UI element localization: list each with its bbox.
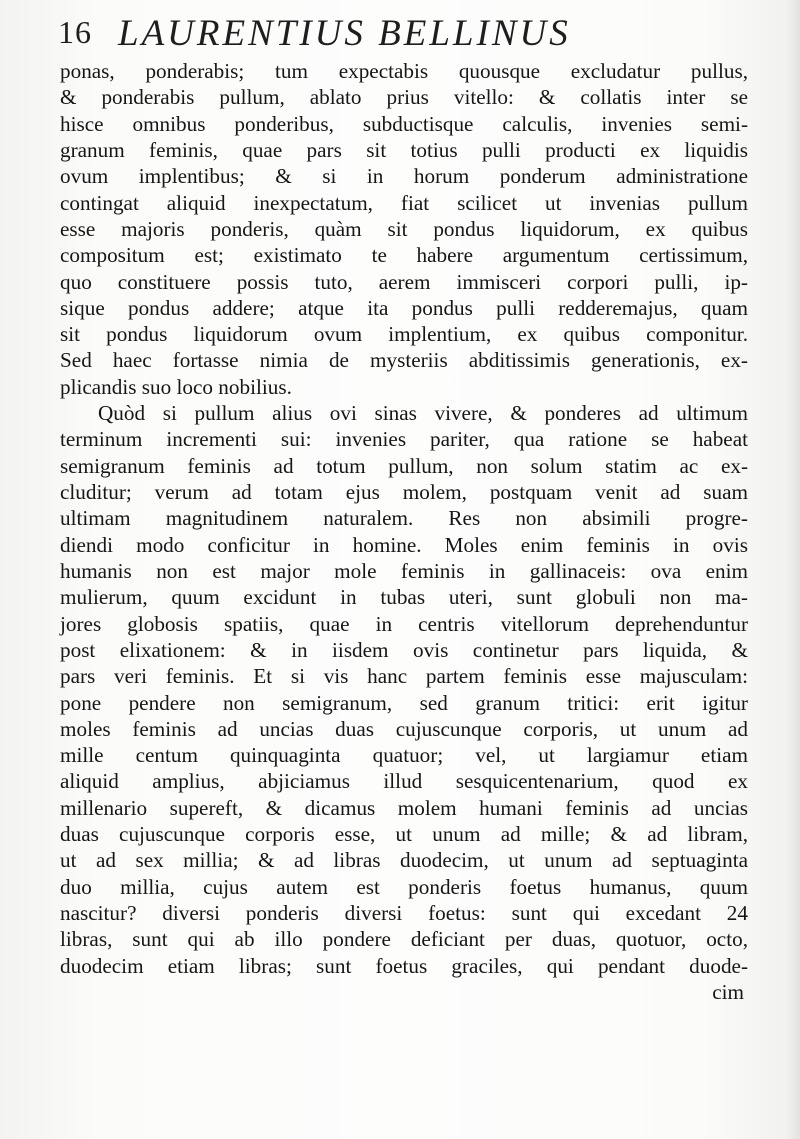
text-line: jores globosis spatiis, quae in centris vitellorum deprehenduntur xyxy=(60,611,748,636)
text-line: duodecim etiam libras; sunt foetus graciles, qui pendant duode- xyxy=(60,953,748,978)
text-line: mulierum, quum excidunt in tubas uteri, sunt globuli non ma- xyxy=(60,585,748,610)
paragraph-start-line: Quòd si pullum alius ovi sinas vivere, & ponderes ad ultimum xyxy=(98,401,748,426)
text-line: plicandis suo loco nobilius. xyxy=(60,374,292,399)
text-line: terminum incrementi sui: invenies pariter, qua ratione se habeat xyxy=(60,427,748,452)
text-line: esse majoris ponderis, quàm sit pondus liquidorum, ex quibus xyxy=(60,216,748,241)
text-line: duas cujuscunque corporis esse, ut unum ad mille; & ad libram, xyxy=(60,822,748,847)
text-line: mille centum quinquaginta quatuor; vel, ut largiamur etiam xyxy=(60,743,748,768)
text-line: pone pendere non semigranum, sed granum tritici: erit igitur xyxy=(60,690,748,715)
catchword: cim xyxy=(712,979,744,1004)
text-line: nascitur? diversi ponderis diversi foetus: sunt qui excedant 24 xyxy=(60,901,748,925)
text-line: granum feminis, quae pars sit totius pulli producti ex liquidis xyxy=(60,137,748,162)
text-line: contingat aliquid inexpectatum, fiat scilicet ut invenias pullum xyxy=(60,190,748,215)
text-line: semigranum feminis ad totum pullum, non solum statim ac ex- xyxy=(60,453,748,478)
text-line: sique pondus addere; atque ita pondus pulli redderemajus, quam xyxy=(60,295,748,320)
text-line: pars veri feminis. Et si vis hanc partem feminis esse majusculam: xyxy=(60,664,748,689)
text-line: diendi modo conficitur in homine. Moles enim feminis in ovis xyxy=(60,532,748,557)
text-line: Sed haec fortasse nimia de mysteriis abditissimis generationis, ex- xyxy=(60,348,748,373)
text-line: quo constituere possis tuto, aerem immisceri corpori pulli, ip- xyxy=(60,269,748,294)
body-text xyxy=(60,58,748,1005)
page-header xyxy=(58,12,748,54)
text-line: ultimam magnitudinem naturalem. Res non absimili progre- xyxy=(60,506,748,531)
text-line: humanis non est major mole feminis in gallinaceis: ova enim xyxy=(60,558,748,583)
text-line: compositum est; existimato te habere argumentum certissimum, xyxy=(60,243,748,268)
text-line: millenario supereft, & dicamus molem humani feminis ad uncias xyxy=(60,795,748,820)
text-line: aliquid amplius, abjiciamus illud sesquicentenarium, quod ex xyxy=(60,769,748,794)
text-line: hisce omnibus ponderibus, subductisque calculis, invenies semi- xyxy=(60,111,748,136)
text-line: moles feminis ad uncias duas cujuscunque corporis, ut unum ad xyxy=(60,716,748,741)
text-line: libras, sunt qui ab illo pondere deficiant per duas, quotuor, octo, xyxy=(60,927,748,952)
text-line: ponas, ponderabis; tum expectabis quousque excludatur pullus, xyxy=(60,59,748,83)
text-line: duo millia, cujus autem est ponderis foetus humanus, quum xyxy=(60,874,748,899)
page-edge-shadow xyxy=(786,0,800,1139)
text-line: sit pondus liquidorum ovum implentium, ex quibus componitur. xyxy=(60,322,748,347)
text-line: post elixationem: & in iisdem ovis continetur pars liquida, & xyxy=(60,637,748,662)
text-line: ut ad sex millia; & ad libras duodecim, ut unum ad septuaginta xyxy=(60,848,748,873)
text-line: cluditur; verum ad totam ejus molem, postquam venit ad suam xyxy=(60,480,748,504)
page-number: 16 xyxy=(58,14,92,50)
running-title: LAURENTIUS BELLINUS xyxy=(118,13,571,54)
text-line: & ponderabis pullum, ablato prius vitello: & collatis inter se xyxy=(60,85,748,110)
text-line: ovum implentibus; & si in horum ponderum administratione xyxy=(60,164,748,189)
